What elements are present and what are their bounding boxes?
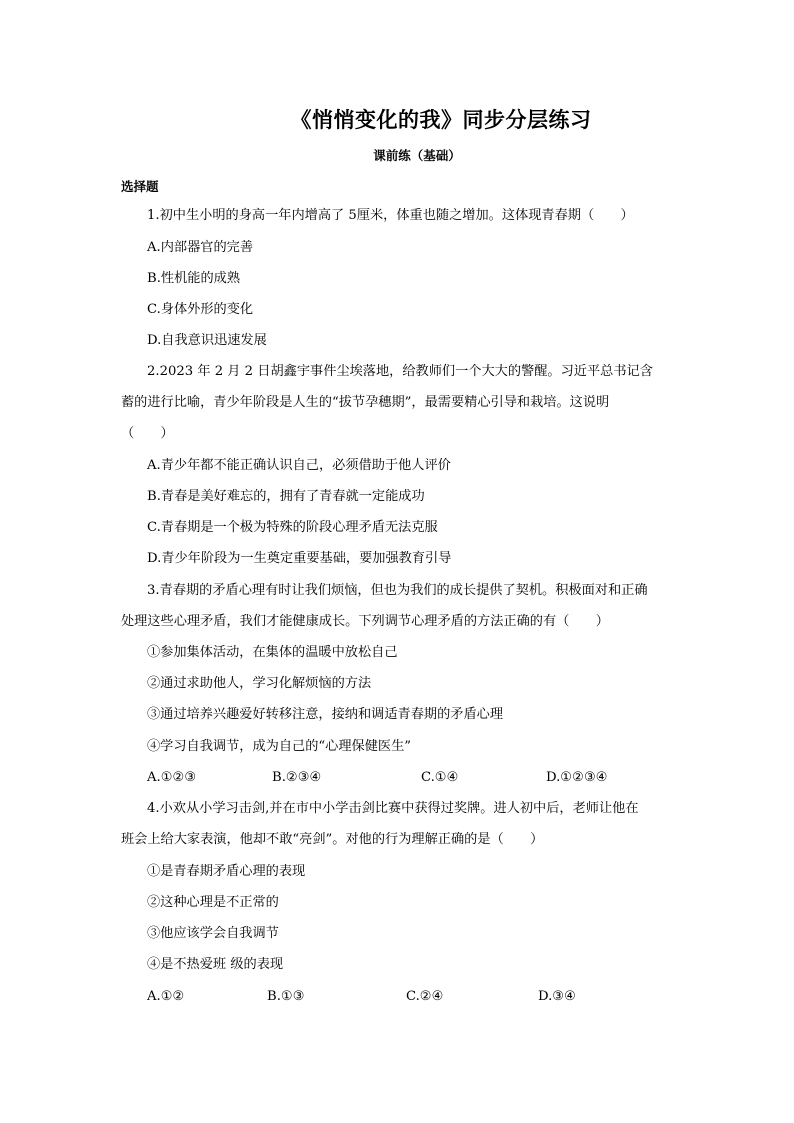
question-3-item-4: ④学习自我调节，成为自己的“心理保健医生” bbox=[147, 739, 412, 754]
question-4-option-d: D.③④ bbox=[538, 989, 576, 1004]
question-4-option-b: B.①③ bbox=[267, 989, 305, 1004]
question-1-stem: 1.初中生小明的身高一年内增高了 5厘米，体重也随之增加。这体现青春期（ ） bbox=[147, 208, 634, 223]
question-2-option-d: D.青少年阶段为一生奠定重要基础，要加强教育引导 bbox=[147, 551, 452, 566]
question-3-option-c: C.①④ bbox=[421, 770, 459, 785]
question-2-stem-line-2: 蓄的进行比喻，青少年阶段是人生的“拔节孕穗期”，最需要精心引导和栽培。这说明 bbox=[121, 395, 610, 410]
question-4-option-a: A.①② bbox=[147, 989, 185, 1004]
section-heading: 选择题 bbox=[121, 179, 159, 194]
question-1-option-d: D.自我意识迅速发展 bbox=[147, 333, 267, 348]
question-3-stem-line-2: 处理这些心理矛盾，我们才能健康成长。下列调节心理矛盾的方法正确的有（ ） bbox=[121, 614, 609, 629]
question-4-option-c: C.②④ bbox=[406, 989, 444, 1004]
question-4-item-2: ②这种心理是不正常的 bbox=[147, 895, 279, 910]
question-2-option-c: C.青春期是一个极为特殊的阶段心理矛盾无法克服 bbox=[147, 520, 438, 535]
question-2-option-a: A.青少年都不能正确认识自己，必须借助于他人评价 bbox=[147, 458, 451, 473]
question-1-option-a: A.内部器官的完善 bbox=[147, 240, 254, 255]
question-3-item-2: ②通过求助他人，学习化解烦恼的方法 bbox=[147, 676, 372, 691]
question-1-option-b: B.性机能的成熟 bbox=[147, 271, 241, 286]
question-4-item-3: ③他应该学会自我调节 bbox=[147, 926, 279, 941]
question-3-option-b: B.②③④ bbox=[272, 770, 322, 785]
question-4-stem-line-1: 4.小欢从小学习击剑,并在市中小学击剑比赛中获得过奖牌。进人初中后，老师让他在 bbox=[147, 801, 639, 816]
question-4-item-4: ④是不热爱班 级的表现 bbox=[147, 957, 284, 972]
question-2-stem-line-3: （ ） bbox=[121, 426, 174, 441]
question-2-stem-line-1: 2.2023 年 2 月 2 日胡鑫宇事件尘埃落地，给教师们一个大大的警醒。习近平总书记含 bbox=[147, 364, 653, 379]
question-4-item-1: ①是青春期矛盾心理的表现 bbox=[147, 864, 306, 879]
question-3-stem-line-1: 3.青春期的矛盾心理有时让我们烦恼，但也为我们的成长提供了契机。积极面对和正确 bbox=[147, 583, 648, 598]
page-title: 《悄悄变化的我》同步分层练习 bbox=[290, 107, 592, 132]
page-subtitle: 课前练（基础） bbox=[373, 148, 461, 163]
question-3-item-3: ③通过培养兴趣爱好转移注意，接纳和调适青春期的矛盾心理 bbox=[147, 707, 504, 722]
question-4-stem-line-2: 班会上给大家表演，他却不敢“亮剑”。对他的行为理解正确的是（ ） bbox=[121, 832, 544, 847]
question-3-item-1: ①参加集体活动，在集体的温暖中放松自己 bbox=[147, 645, 398, 660]
question-2-option-b: B.青春是美好难忘的，拥有了青春就一定能成功 bbox=[147, 489, 425, 504]
question-1-option-c: C.身体外形的变化 bbox=[147, 302, 254, 317]
question-3-option-d: D.①②③④ bbox=[546, 770, 608, 785]
question-3-option-a: A.①②③ bbox=[147, 770, 197, 785]
